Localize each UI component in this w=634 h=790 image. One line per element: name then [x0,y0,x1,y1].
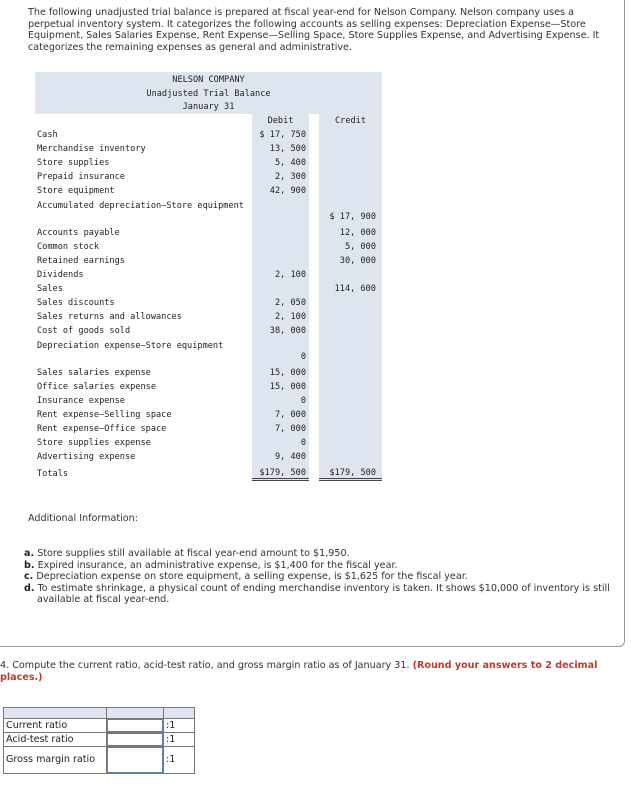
account-name: Retained earnings [37,256,125,266]
credit-amount: 5, 000 [344,242,376,252]
credit-amount [319,142,382,156]
ratio-unit: :1 [164,747,195,774]
debit-amount [252,240,309,254]
answer-header-row [4,708,195,719]
debit-amount: 0 [300,396,306,406]
debit-amount: 0 [300,438,306,448]
answer-value[interactable] [107,733,163,746]
trial-balance-row [35,170,382,184]
column-headers [35,114,382,128]
additional-info-item [24,548,614,560]
trial-balance-row [35,408,382,422]
trial-balance-table [35,114,382,481]
credit-amount [319,296,382,310]
account-name: Merchandise inventory [37,144,146,154]
credit-amount [319,422,382,436]
credit-amount [319,436,382,450]
credit-amount: $ 17, 900 [329,212,376,222]
debit-amount: 9, 400 [274,452,306,462]
credit-amount [319,268,382,282]
account-name: Sales discounts [37,298,115,308]
answer-label: Gross margin ratio [4,747,107,774]
trial-balance-header [35,72,382,114]
credit-amount [319,366,382,380]
note-text: Depreciation expense on store equipment, a selling expense, is $1,625 for the fiscal year. [36,571,468,583]
trial-balance-row [35,142,382,156]
account-name: Accumulated depreciation—Store equipment [37,201,244,211]
account-name: Sales salaries expense [37,368,151,378]
debit-amount [252,282,309,296]
trial-balance-row [35,254,382,268]
trial-balance-row [35,394,382,408]
credit-amount [319,408,382,422]
debit-amount: 5, 400 [274,158,306,168]
additional-info-item [24,560,614,572]
trial-balance-row [35,296,382,310]
question-text: 4. Compute the current ratio, acid-test ratio, and gross margin ratio as of January 31. [0,660,410,671]
answer-value[interactable] [107,747,163,773]
debit-amount: 7, 000 [274,410,306,420]
trial-balance-row [35,310,382,324]
answer-input[interactable] [107,747,164,774]
note-letter: d. [24,582,35,594]
debit-amount: 2, 300 [274,172,306,182]
note-text: To estimate shrinkage, a physical count of ending merchandise inventory is taken. It shows $10,000 of inventory is still available at fiscal year-end. [37,582,610,606]
debit-amount: 13, 500 [269,144,306,154]
account-name: Dividends [37,270,84,280]
additional-info-list [24,548,614,606]
ratio-unit: :1 [164,733,195,747]
trial-balance-row [35,324,382,338]
credit-amount [319,156,382,170]
account-name: Advertising expense [37,452,136,462]
answer-label: Current ratio [4,719,107,733]
debit-header: Debit [267,116,294,126]
statement-date: January 31 [182,102,235,112]
account-name: Cost of goods sold [37,326,131,336]
additional-info-item [24,571,614,583]
debit-amount [252,254,309,268]
answer-row [4,719,195,733]
total-credit: $179, 500 [319,467,382,481]
answer-label: Acid-test ratio [4,733,107,747]
account-name: Common stock [37,242,100,252]
note-letter: c. [24,571,34,583]
additional-info-item [24,583,614,606]
debit-amount [252,198,309,226]
account-name: Rent expense—Office space [37,424,167,434]
trial-balance-row [35,338,382,366]
answer-value[interactable] [107,719,163,732]
account-name: Prepaid insurance [37,172,125,182]
account-name: Rent expense—Selling space [37,410,172,420]
debit-amount: 0 [300,352,306,362]
debit-amount: 15, 000 [269,368,306,378]
debit-amount: 2, 100 [274,270,306,280]
credit-amount: 114, 600 [334,284,376,294]
account-name: Accounts payable [37,228,120,238]
account-name: Store supplies expense [37,438,151,448]
trial-balance-row [35,380,382,394]
credit-amount [319,170,382,184]
note-text: Store supplies still available at fiscal year-end amount to $1,950. [37,548,350,559]
account-name: Cash [37,130,58,140]
ratio-unit: :1 [164,719,195,733]
credit-amount [319,394,382,408]
credit-amount [319,184,382,198]
debit-amount: 7, 000 [274,424,306,434]
trial-balance-row [35,184,382,198]
credit-amount [319,128,382,142]
trial-balance-row [35,268,382,282]
intro-text: The following unadjusted trial balance is prepared at fiscal year-end for Nelson Company. Nelson company uses a perpetual inventory system. It categorizes the following accounts as selling expenses: Depreciation Expense—Store Equipment, Sales Salaries Expense, Rent Expense—Selling Space, Store Supplies Expense, and Advertising Expense. It categorizes the remaining expenses as general and administrative. [28,7,600,53]
answer-input[interactable] [107,733,164,747]
account-name: Sales returns and allowances [37,312,182,322]
trial-balance-row [35,422,382,436]
debit-amount: 2, 050 [274,298,306,308]
debit-amount: $ 17, 750 [259,130,306,140]
credit-header: Credit [334,116,367,126]
trial-balance-row [35,436,382,450]
note-letter: b. [24,559,35,571]
account-name: Office salaries expense [37,382,156,392]
totals-row [35,467,382,481]
credit-amount [319,338,382,366]
debit-amount: 42, 900 [269,186,306,196]
trial-balance-row [35,198,382,226]
trial-balance-row [35,156,382,170]
credit-amount [319,310,382,324]
trial-balance [35,72,382,481]
debit-amount: 15, 000 [269,382,306,392]
debit-amount [252,226,309,240]
account-name: Store supplies [37,158,110,168]
credit-amount [319,380,382,394]
trial-balance-row [35,366,382,380]
answer-row [4,747,195,774]
note-text: Expired insurance, an administrative expense, is $1,400 for the fiscal year. [37,559,398,571]
note-letter: a. [24,548,35,559]
credit-amount [319,450,382,464]
credit-amount [319,324,382,338]
trial-balance-row [35,450,382,464]
additional-info-title: Additional Information: [28,513,138,524]
debit-amount: 38, 000 [269,326,306,336]
totals-label: Totals [37,469,69,479]
total-debit: $179, 500 [252,467,309,481]
account-name: Store equipment [37,186,115,196]
credit-amount: 12, 000 [339,228,376,238]
rounding-instruction: (Round your answers to 2 decimal places.) [0,660,598,683]
answer-input[interactable] [107,719,164,733]
answer-row [4,733,195,747]
question-prompt [0,660,630,683]
trial-balance-row [35,128,382,142]
statement-title: Unadjusted Trial Balance [146,88,271,99]
credit-amount: 30, 000 [339,256,376,266]
company-name: NELSON COMPANY [172,75,245,85]
trial-balance-row [35,226,382,240]
trial-balance-row [35,240,382,254]
account-name: Sales [37,284,63,294]
trial-balance-row [35,282,382,296]
answer-table [3,707,195,774]
debit-amount: 2, 100 [274,312,306,322]
account-name: Depreciation expense—Store equipment [37,341,224,351]
account-name: Insurance expense [37,396,125,406]
